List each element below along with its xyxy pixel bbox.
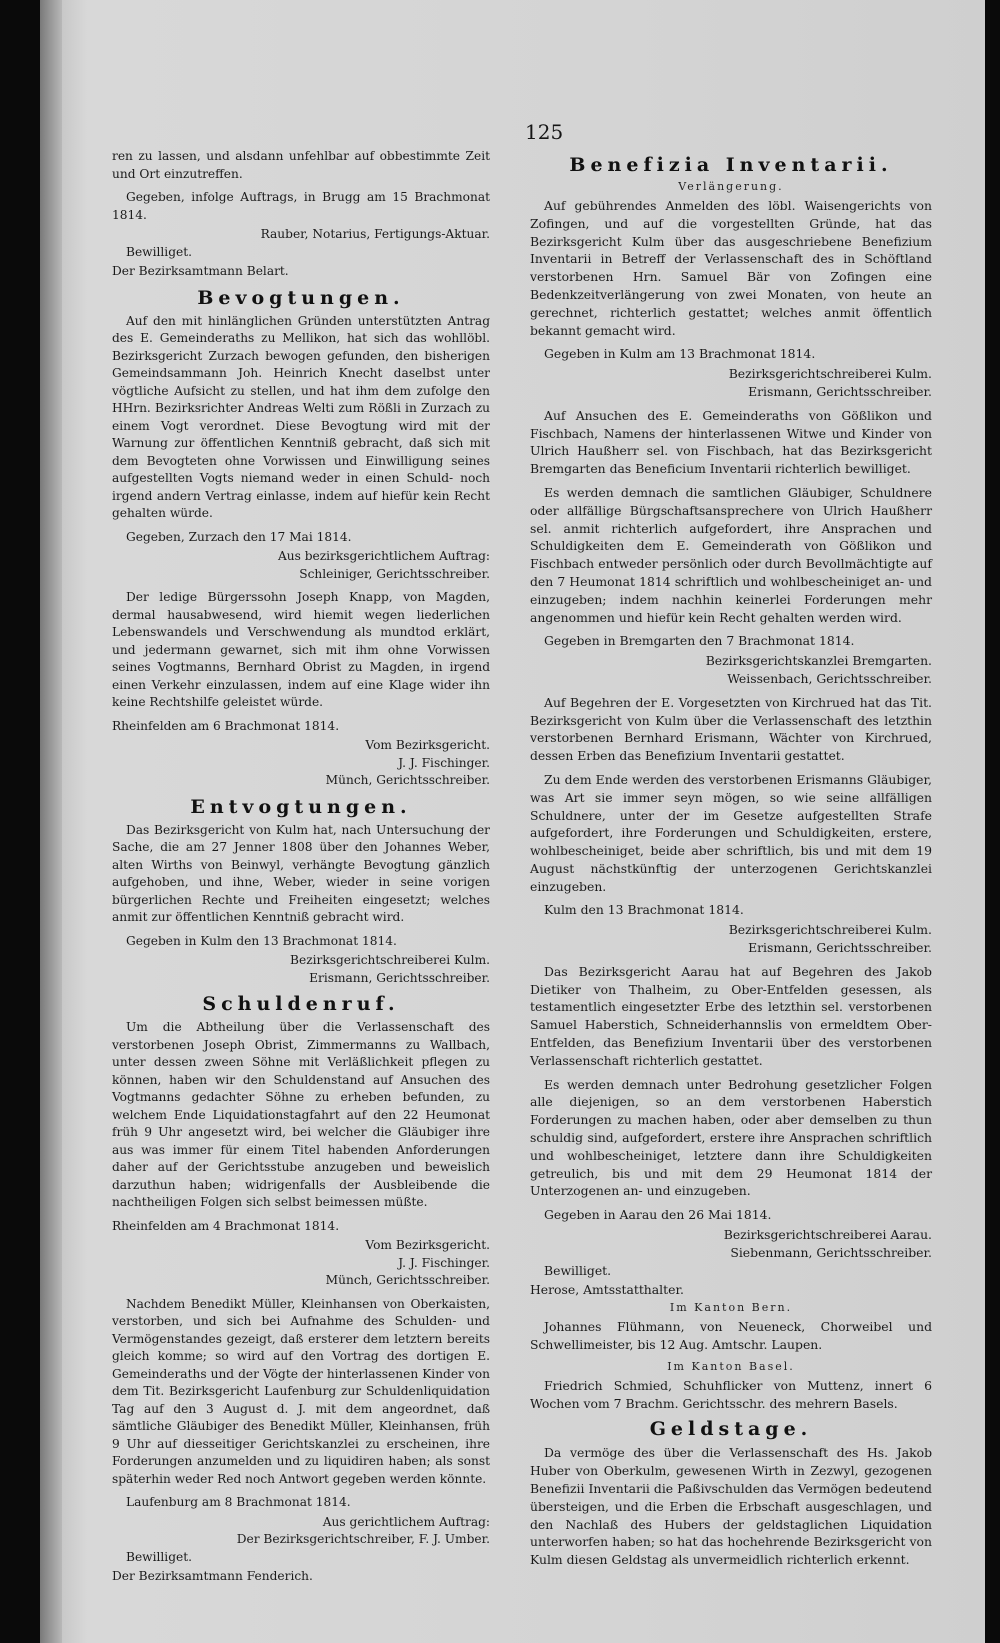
date-line: Rheinfelden am 6 Brachmonat 1814.: [112, 718, 340, 733]
signature: Bezirksgerichtschreiberei Kulm.: [728, 922, 932, 938]
approval: Bewilliget.: [544, 1262, 612, 1278]
page-fold-shadow: [40, 0, 62, 1643]
paragraph: Auf den mit hinlänglichen Gründen unterstützten Antrag des E. Gemeinderaths zu Mellikon, hat sich das wohllöbl. Bezirksgericht Zurzach bewogen gefunden, den bisherigen Gemeindsammann Joh. Heinrich Knecht daselbst unter vögtliche Aufsicht zu stellen, und hat ihm dem zufolge den HHrn. Bezirksrichter Andreas Welti zum Rößli in Zurzach zu einem Vogt verordnet. Diese Bevogtung wird mit der Warnung zur öffentlichen Kenntniß gebracht, daß sich mit dem Bevogteten ohne Vorwissen und Einwilligung seines aufgestellten Vogts niemand weder in einen Schuld- noch irgend andern Vertrag einlasse, indem auf hiefür kein Recht gehalten würde.: [112, 313, 490, 520]
paragraph: ren zu lassen, und alsdann unfehlbar auf obbestimmte Zeit und Ort einzutreffen.: [112, 149, 490, 181]
section-benefizia-inventarii: [530, 154, 932, 1299]
section-heading: Bevogtungen.: [197, 286, 405, 309]
paragraph: Friedrich Schmied, Schuhflicker von Muttenz, innert 6 Wochen vom 7 Brachm. Gerichtsschr. des mehrern Basels.: [530, 1377, 932, 1411]
paragraph: Auf Ansuchen des E. Gemeinderaths von Gößlikon und Fischbach, Namens der hinterlassenen Witwe und Kinder von Ulrich Haußherr sel. von Fischbach, hat das Bezirksgericht Bremgarten das Beneficium Inventarii richterlich bewilliget.: [530, 407, 932, 477]
signature: Bezirksgerichtskanzlei Bremgarten.: [705, 653, 932, 669]
signature: Schleiniger, Gerichtsschreiber.: [299, 566, 490, 581]
intro-notice: [112, 148, 490, 281]
paragraph: Nachdem Benedikt Müller, Kleinhansen von Oberkaisten, verstorben, und sich bei Aufnahme des Schulden- und Vermögenstandes gezeigt, daß ersterer dem letztern bereits gleich komme; so wird auf den Vortrag des dortigen E. Gemeinderaths und der Vögte der hinterlassenen Kinder von dem Tit. Bezirksgericht Laufenburg zur Schuldenliquidation Tag auf den 3 August d. J. mit dem angeordnet, daß sämtliche Gläubiger des Benedikt Müller, Kleinhansen, früh 9 Uhr auf diesseitiger Gerichtskanzlei zu erscheinen, ihre Forderungen anzumelden und zu liquidiren haben; als sonst späterhin weder Red noch Antwort gegeben werden könnte.: [112, 1296, 490, 1486]
section-heading: Geldstage.: [649, 1418, 813, 1441]
signature: Aus bezirksgerichtlichem Auftrag:: [277, 549, 490, 563]
date-line: Rheinfelden am 4 Brachmonat 1814.: [112, 1218, 340, 1233]
paragraph: Das Bezirksgericht von Kulm hat, nach Untersuchung der Sache, die am 27 Jenner 1808 über den Johannes Weber, alten Wirths von Beinwyl, verhängte Bevogtung gänzlich aufgehoben, und ihne, Weber, wieder in seine vorigen bürgerlichen Rechte und Freiheiten eingesetzt; welches anmit zur öffentlichen Kenntniß gebracht wird.: [112, 822, 490, 924]
section-geldstage: [530, 1418, 932, 1569]
left-column: [112, 148, 490, 1588]
section-entvogtungen: [112, 796, 490, 988]
signature: J. J. Fischinger.: [398, 1255, 490, 1270]
signature: Erismann, Gerichtsschreiber.: [748, 383, 932, 399]
date-line: Gegeben in Kulm am 13 Brachmonat 1814.: [544, 346, 816, 362]
official: Der Bezirksamtmann Belart.: [112, 264, 289, 278]
approval: Bewilliget.: [126, 1549, 192, 1564]
approval: Bewilliget.: [126, 244, 192, 259]
canton-heading: Im Kanton Bern.: [669, 1301, 793, 1315]
signature: Vom Bezirksgericht.: [365, 1238, 490, 1252]
canton-heading: Im Kanton Basel.: [667, 1359, 795, 1373]
right-column: [530, 148, 932, 1575]
paragraph: Zu dem Ende werden des verstorbenen Erismanns Gläubiger, was Art sie immer seyn mögen, so wie seine allfälligen Schuldnere, unter der im Gesetze aufgestellten Strafe aufgefordert, ihre Forderungen und Schuldigkeiten, erstere, wohlbescheiniget, beide aber schriftlich, bis und mit dem 19 August nächstkünftig der unterzogenen Gerichtskanzlei einzugeben.: [530, 771, 932, 894]
official: Der Bezirksamtmann Fenderich.: [112, 1569, 313, 1583]
paragraph: Das Bezirksgericht Aarau hat auf Begehren des Jakob Dietiker von Thalheim, zu Ober-Entfelden gesessen, als testamentlich eingesetzter Erbe des letzthin sel. verstorbenen Samuel Haberstich, Schneiderhannslis von ermeldtem Ober-Entfelden, das Benefizium Inventarii über des verstorbenen Verlassenschaft richterlich gestattet.: [530, 963, 932, 1068]
paragraph: Johannes Flühmann, von Neueneck, Chorweibel und Schwellimeister, bis 12 Aug. Amtschr. Laupen.: [530, 1319, 932, 1353]
newspaper-page: [40, 0, 985, 1643]
signature: Erismann, Gerichtsschreiber.: [748, 940, 932, 956]
paragraph: Um die Abtheilung über die Verlassenschaft des verstorbenen Joseph Obrist, Zimmermanns zu Wallbach, unter dessen zween Söhne mit Verläßlichkeit pflegen zu können, haben wir den Schuldenstand auf Ansuchen des Vogtmanns gedachter Söhne zu erheben befunden, zu welchem Ende Liquidationstagfahrt auf den 22 Heumonat früh 9 Uhr angesetzt wird, bei welcher die Gläubiger ihre aus was immer für einem Titel habenden Anforderungen daher auf der Gerichtsstube anzugeben und beweislich darzuthun haben; widrigenfalls der Ausbleibende die nachtheiligen Folgen sich selbst beimessen müßte.: [112, 1020, 490, 1209]
date-line: Kulm den 13 Brachmonat 1814.: [544, 902, 744, 918]
official: Herose, Amtsstatthalter.: [530, 1282, 684, 1298]
signature: Aus gerichtlichem Auftrag:: [322, 1514, 490, 1529]
signature: Der Bezirksgerichtschreiber, F. J. Umber.: [236, 1532, 490, 1546]
paragraph: Es werden demnach unter Bedrohung gesetzlicher Folgen alle diejenigen, so an dem verstorbenen Haberstich Forderungen zu machen haben, oder aber demselben zu thun schuldig sind, aufgefordert, erstere ihre Ansprachen schriftlich und wohlbescheiniget, letztere dann ihre Schuldigkeiten getreulich, bis und mit dem 29 Heumonat 1814 der Unterzogenen an- und einzugeben.: [530, 1076, 932, 1199]
signature: Siebenmann, Gerichtsschreiber.: [730, 1244, 932, 1260]
signature: J. J. Fischinger.: [398, 755, 490, 770]
date-line: Gegeben, infolge Auftrags, in Brugg am 15 Brachmonat 1814.: [112, 190, 490, 222]
date-line: Gegeben in Aarau den 26 Mai 1814.: [544, 1207, 772, 1223]
section-heading: Schuldenruf.: [202, 993, 400, 1015]
signature: Münch, Gerichtsschreiber.: [325, 773, 490, 787]
paragraph: Da vermöge des über die Verlassenschaft des Hs. Jakob Huber von Oberkulm, gewesenen Wirth in Zezwyl, gezogenen Benefizii Inventarii die Paßivschulden das Vermögen bedeutend übersteigen, und die Erben die Erbschaft ausgeschlagen, und den Nachlaß des Hubers der geldstaglichen Liquidation unterworfen haben; so hat das hochehrende Bezirksgericht von Kulm diesen Geldstag als unvermeidlich richterlich erkennt.: [530, 1445, 932, 1568]
signature: Bezirksgerichtschreiberei Kulm.: [290, 953, 490, 967]
date-line: Gegeben in Kulm den 13 Brachmonat 1814.: [126, 933, 397, 948]
signature: Vom Bezirksgericht.: [365, 738, 490, 752]
signature: Weissenbach, Gerichtsschreiber.: [727, 670, 932, 686]
signature: Bezirksgerichtschreiberei Kulm.: [728, 366, 932, 382]
section-cantons: [530, 1301, 932, 1412]
date-line: Gegeben in Bremgarten den 7 Brachmonat 1814.: [544, 633, 855, 649]
section-bevogtungen: [112, 287, 490, 790]
section-subheading: Verlängerung.: [678, 180, 784, 193]
section-heading: Entvogtungen.: [190, 795, 412, 818]
signature: Bezirksgerichtschreiberei Aarau.: [723, 1227, 932, 1243]
date-line: Laufenburg am 8 Brachmonat 1814.: [126, 1495, 351, 1509]
paragraph: Auf Begehren der E. Vorgesetzten von Kirchrued hat das Tit. Bezirksgericht von Kulm über die Verlassenschaft des letzthin verstorbenen Bernhard Erismann, Wächter von Kirchrued, dessen Erben das Benefizium Inventarii gestattet.: [530, 694, 932, 764]
signature: Münch, Gerichtsschreiber.: [325, 1273, 490, 1287]
paragraph: Auf gebührendes Anmelden des löbl. Waisengerichts von Zofingen, und auf die vorgestellten Gründe, hat das Bezirksgericht Kulm über das ausgeschriebene Benefizium Inventarii in Betreff der Verlassenschaft des in Schöftland verstorbenen Hrn. Samuel Bär von Zofingen eine Bedenkzeitverlängerung von zwei Monaten, von heute an gerechnet, richterlich gestattet; welches anmit öffentlich bekannt gemacht wird.: [530, 198, 932, 338]
section-heading: Benefizia Inventarii.: [569, 154, 893, 176]
section-schuldenruf: [112, 993, 490, 1586]
signature: Rauber, Notarius, Fertigungs-Aktuar.: [260, 227, 490, 241]
paragraph: Der ledige Bürgerssohn Joseph Knapp, von Magden, dermal hausabwesend, wird hiemit wegen liederlichen Lebenswandels und Verschwendung als mundtod erklärt, und jedermann gewarnet, sich mit ihm ohne Vorwissen seines Vogtmanns, Bernhard Obrist zu Magden, in irgend einen Verkehr einzulassen, indem auf eine Klage wider ihn keine Rechtshilfe geleistet würde.: [112, 590, 490, 709]
signature: Erismann, Gerichtsschreiber.: [309, 970, 490, 985]
paragraph: Es werden demnach die samtlichen Gläubiger, Schuldnere oder allfällige Bürgschaftsansprechere von Ulrich Haußherr sel. anmit richterlich aufgefordert, ihre Ansprachen und Schuldigkeiten dem E. Gemeinderath von Gößlikon und Fischbach entweder persönlich oder durch Bevollmächtigte auf den 7 Heumonat 1814 schriftlich und wohlbescheiniget an- und einzugeben; indem nachhin keinerlei Forderungen mehr angenommen und hiefür kein Recht gehalten werden wird.: [530, 484, 932, 625]
date-line: Gegeben, Zurzach den 17 Mai 1814.: [126, 529, 352, 544]
page-number: 125: [525, 120, 564, 144]
